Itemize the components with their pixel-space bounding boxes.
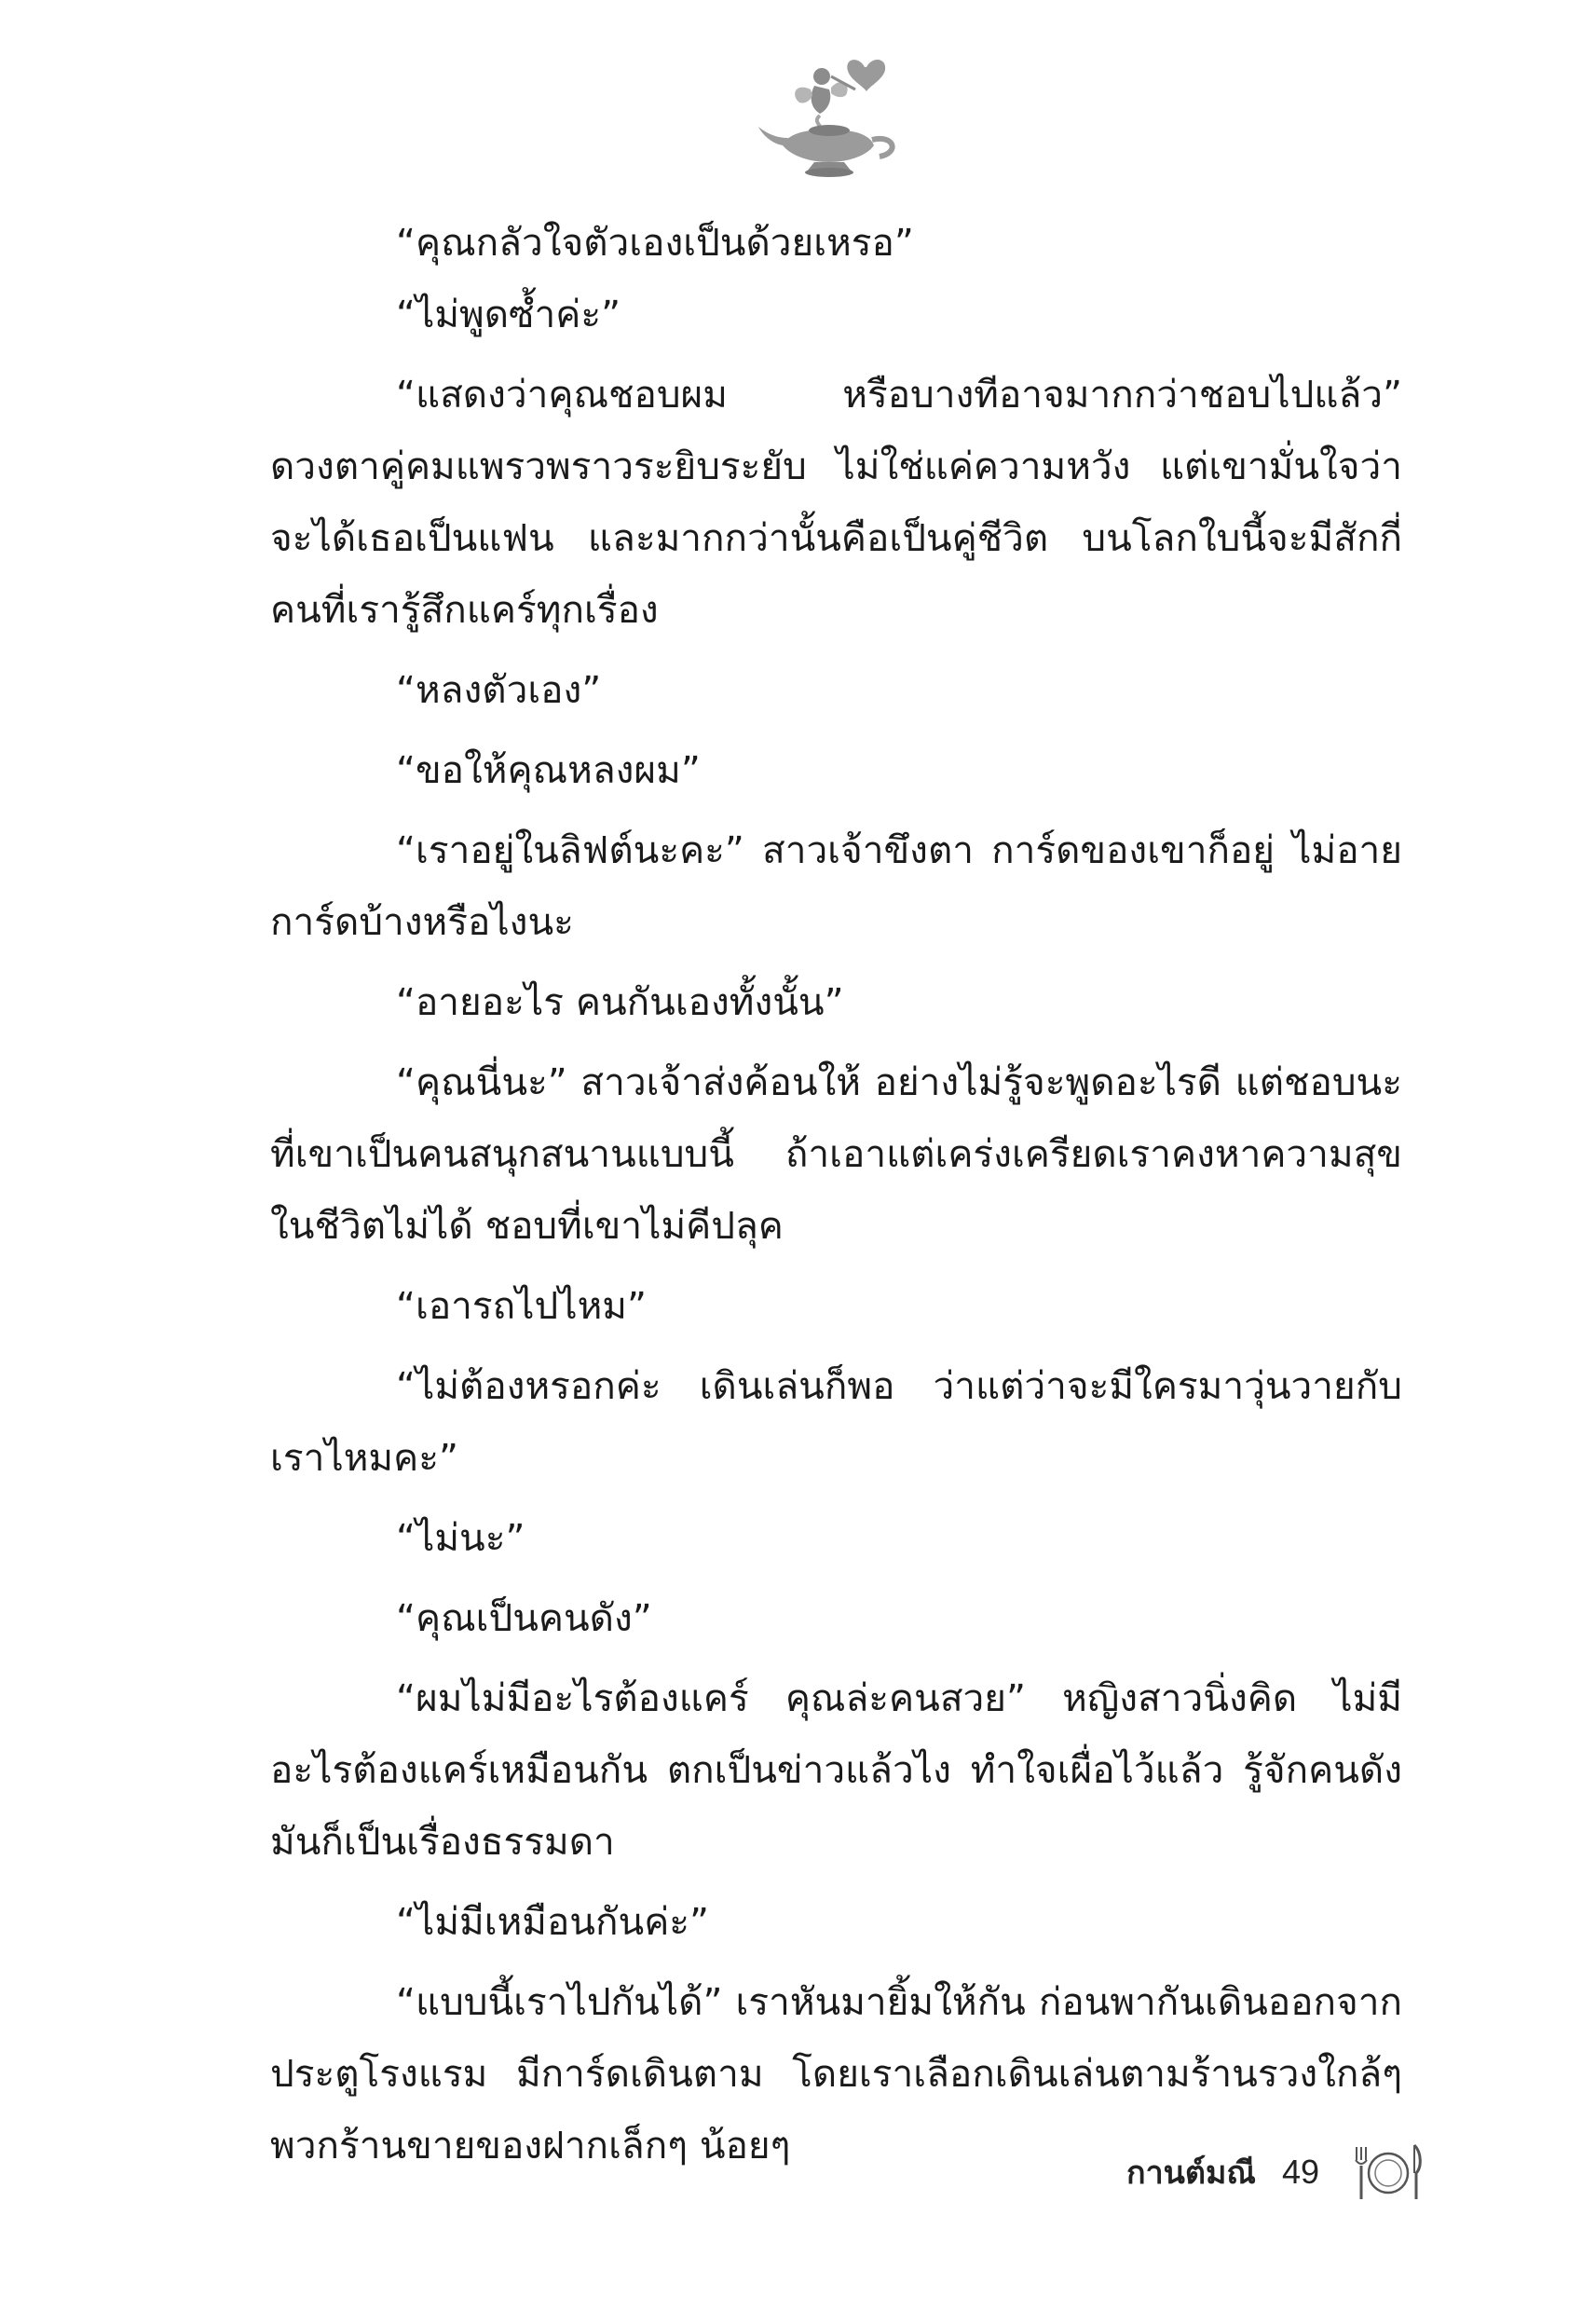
- paragraph-7: “อายอะไร คนกันเองทั้งนั้น”: [396, 979, 844, 1024]
- plate-fork-knife-icon: [1349, 2140, 1425, 2205]
- paragraph-11: “ไม่นะ”: [396, 1515, 525, 1560]
- body-text: [270, 207, 1402, 2181]
- paragraph-14: “ไม่มีเหมือนกันค่ะ”: [396, 1899, 710, 1944]
- paragraph-9: “เอารถไปไหม”: [396, 1283, 647, 1328]
- paragraph-8: “คุณนี่นะ” สาวเจ้าส่งค้อนให้ อย่างไม่รู้จะพูดอะไรดี แต่ชอบนะที่เขาเป็นคนสนุกสนานแบบนี้ ถ้าเอาแต่เคร่งเครียดเราคงหาความสุขในชีวิตไม่ได้ ชอบที่เขาไม่คีปลุค: [270, 1060, 1402, 1248]
- paragraph-15: “แบบนี้เราไปกันได้” เราหันมายิ้มให้กัน ก่อนพากันเดินออกจากประตูโรงแรม มีการ์ดเดินตาม โดยเราเลือกเดินเล่นตามร้านรวงใกล้ๆ พวกร้านขายของฝากเล็กๆ น้อยๆ: [270, 1979, 1402, 2167]
- paragraph-1: “คุณกลัวใจตัวเองเป็นด้วยเหรอ”: [396, 220, 914, 265]
- paragraph-3: “แสดงว่าคุณชอบผม หรือบางทีอาจมากกว่าชอบไปแล้ว” ดวงตาคู่คมแพรวพราวระยิบระยับ ไม่ใช่แค่ความหวัง แต่เขามั่นใจว่าจะได้เธอเป็นแฟน และมากกว่านั้นคือเป็นคู่ชีวิต บนโลกใบนี้จะมีสักกี่คนที่เรารู้สึกแคร์ทุกเรื่อง: [270, 372, 1402, 632]
- paragraph-5: “ขอให้คุณหลงผม”: [396, 747, 701, 792]
- paragraph-13: “ผมไม่มีอะไรต้องแคร์ คุณล่ะคนสวย” หญิงสาวนิ่งคิด ไม่มีอะไรต้องแคร์เหมือนกัน ตกเป็นข่าวแล้วไง ทำใจเผื่อไว้แล้ว รู้จักคนดังมันก็เป็นเรื่องธรรมดา: [270, 1675, 1402, 1864]
- page-footer: [1053, 2130, 1425, 2214]
- book-title: กานต์มณี: [1125, 2154, 1256, 2192]
- genie-lamp-cupid-icon: [755, 48, 904, 179]
- paragraph-12: “คุณเป็นคนดัง”: [396, 1595, 652, 1640]
- paragraph-4: “หลงตัวเอง”: [396, 667, 602, 712]
- paragraph-2: “ไม่พูดซ้ำค่ะ”: [396, 292, 621, 336]
- paragraph-10: “ไม่ต้องหรอกค่ะ เดินเล่นก็พอ ว่าแต่ว่าจะมีใครมาวุ่นวายกับเราไหมคะ”: [270, 1363, 1402, 1480]
- page-number: 49: [1281, 2153, 1319, 2191]
- paragraph-6: “เราอยู่ในลิฟต์นะคะ” สาวเจ้าขึงตา การ์ดของเขาก็อยู่ ไม่อายการ์ดบ้างหรือไงนะ: [270, 827, 1402, 944]
